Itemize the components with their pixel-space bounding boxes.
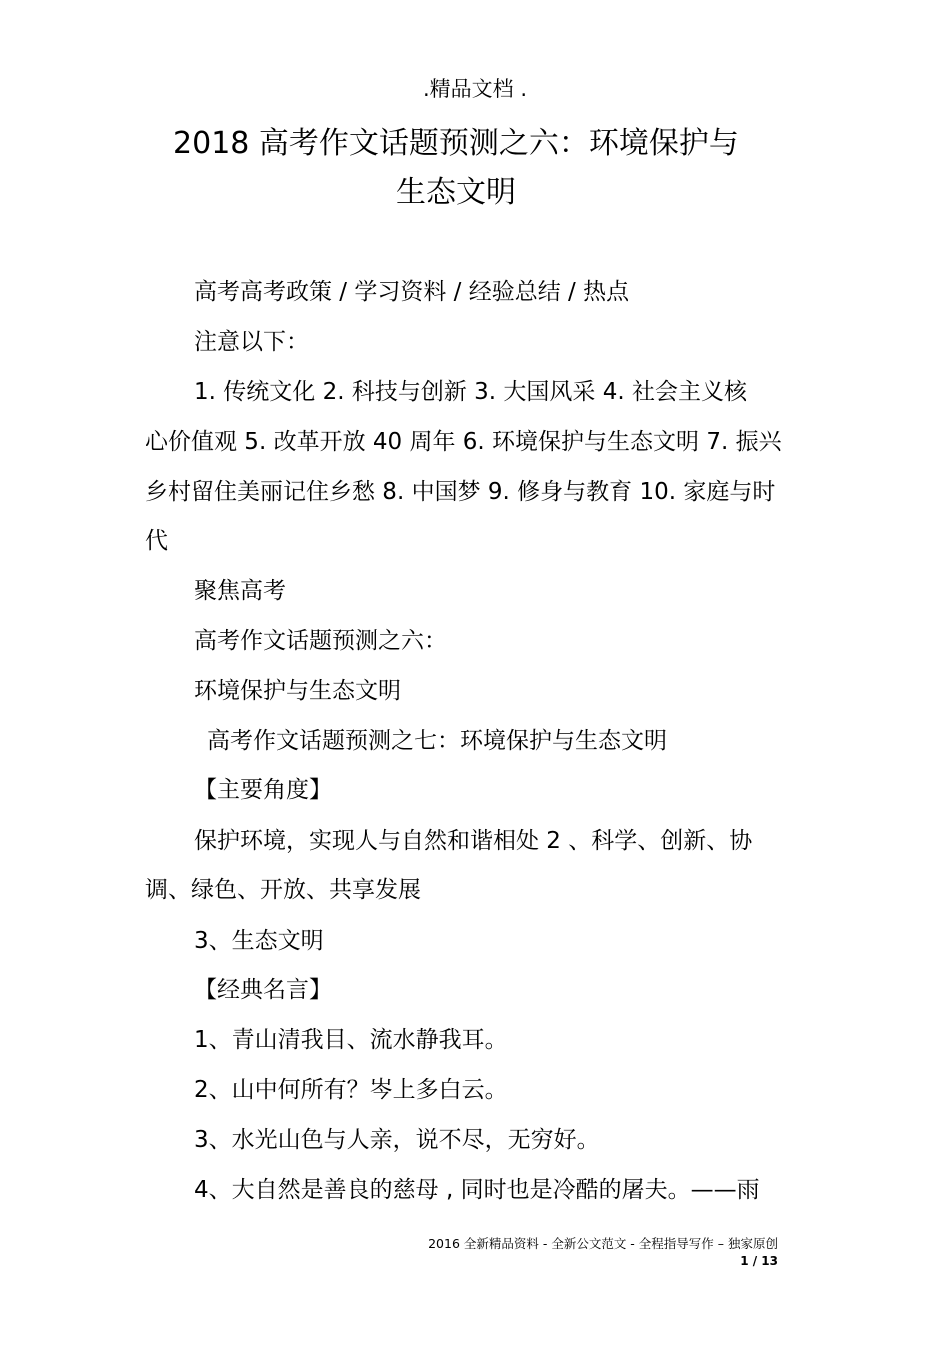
topics-line-3: 乡村留住美丽记住乡愁 8. 中国梦 9. 修身与教育 10. 家庭与时 xyxy=(145,479,776,505)
main-angles-heading: 【主要角度】 xyxy=(194,777,332,803)
quote-1: 1、青山清我目、流水静我耳。 xyxy=(194,1027,508,1053)
topics-line-1: 1. 传统文化 2. 科技与创新 3. 大国风采 4. 社会主义核 xyxy=(194,379,747,405)
angle-line-1: 保护环境，实现人与自然和谐相处 2 、科学、创新、协 xyxy=(194,828,753,854)
footer-text: 2016 全新精品资料 - 全新公文范文 - 全程指导写作 – 独家原创 xyxy=(428,1236,778,1251)
angle-line-2: 调、绿色、开放、共享发展 xyxy=(145,877,421,903)
topics-line-2: 心价值观 5. 改革开放 40 周年 6. 环境保护与生态文明 7. 振兴 xyxy=(145,429,782,455)
quote-3: 3、水光山色与人亲，说不尽，无穷好。 xyxy=(194,1127,600,1153)
prediction-seven-heading: 高考作文话题预测之七：环境保护与生态文明 xyxy=(207,728,667,754)
focus-heading: 聚焦高考 xyxy=(194,578,286,604)
prediction-six-topic: 环境保护与生态文明 xyxy=(194,678,401,704)
prediction-six-heading: 高考作文话题预测之六： xyxy=(194,628,447,654)
notice-line: 注意以下： xyxy=(194,329,309,355)
quotes-heading: 【经典名言】 xyxy=(194,977,332,1003)
topics-line-4: 代 xyxy=(145,528,168,554)
header-mark: .精品文档 . xyxy=(422,77,528,101)
quote-4: 4、大自然是善良的慈母 , 同时也是冷酷的屠夫。——雨 xyxy=(194,1177,760,1203)
categories-line: 高考高考政策 / 学习资料 / 经验总结 / 热点 xyxy=(194,279,630,305)
page-title-line-1: 2018 高考作文话题预测之六：环境保护与 xyxy=(173,126,739,161)
quote-2: 2、山中何所有？岑上多白云。 xyxy=(194,1077,508,1103)
page-number: 1 / 13 xyxy=(740,1254,778,1268)
page-title-line-2: 生态文明 xyxy=(396,175,516,210)
angle-3: 3、生态文明 xyxy=(194,928,324,954)
